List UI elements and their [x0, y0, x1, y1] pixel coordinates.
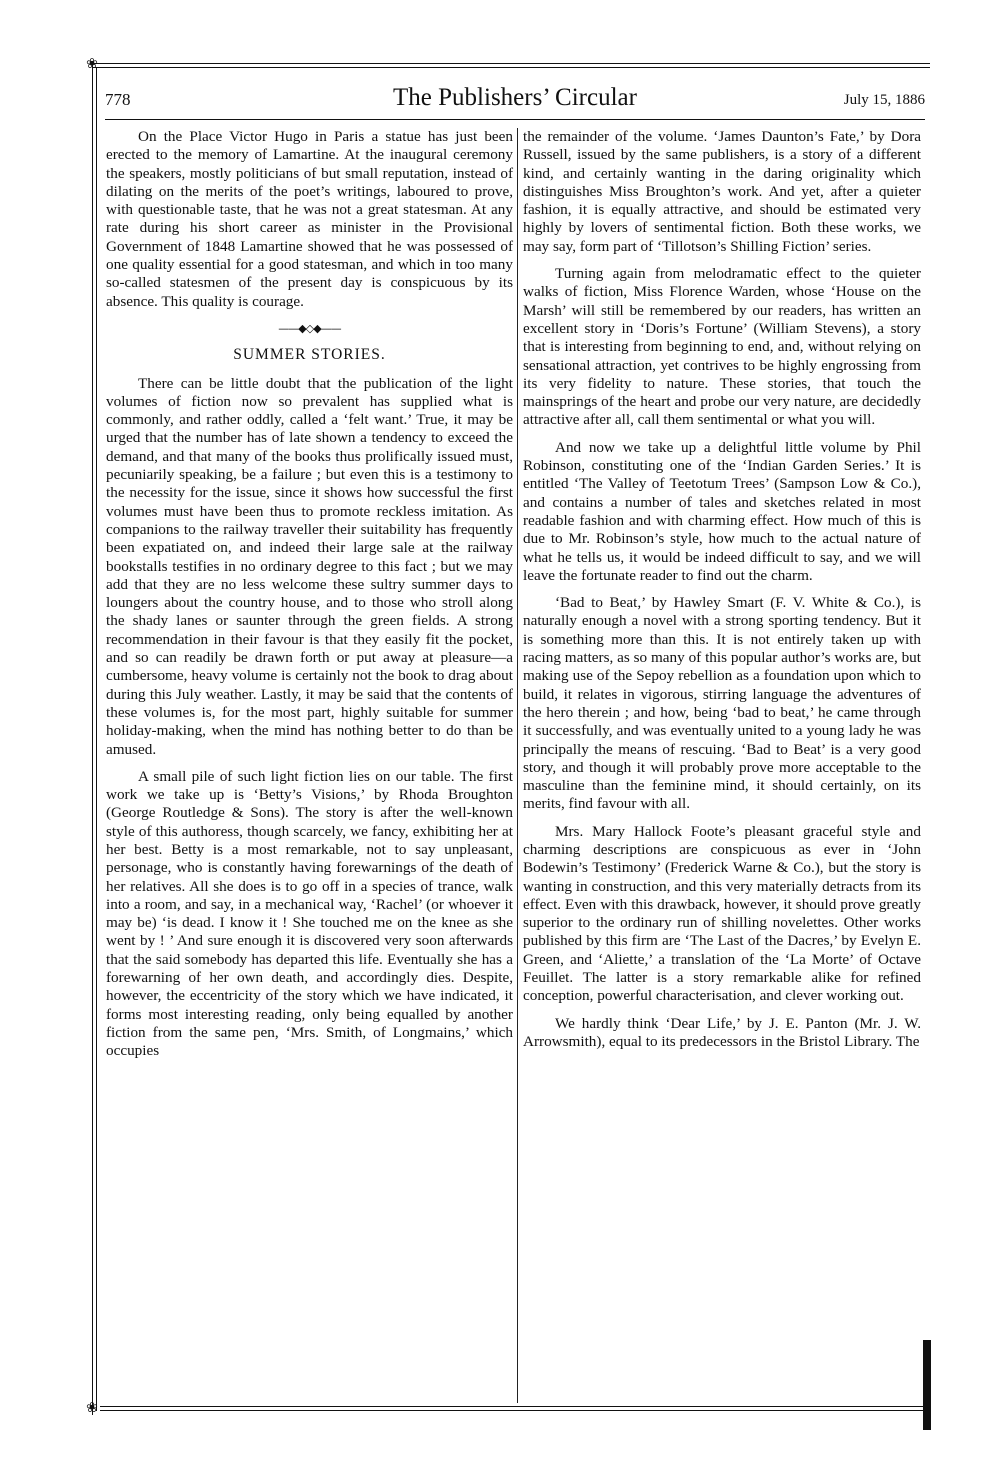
corner-ornament-icon: ❀ [86, 56, 98, 72]
left-column [106, 128, 513, 1070]
frame-left-rule-inner [96, 67, 97, 1411]
right-column [523, 128, 921, 1060]
journal-title: The Publishers’ Circular [393, 84, 637, 111]
paragraph-teetotum-trees: And now we take up a delightful little volume by Phil Robinson, constituting one of the ‘Indian Garden Series.’ It is entitled ‘The Valley of Teetotum Trees’ (Sampson Low & Co.), and contains a number of tales and sketches related in most readable fashion and with charming effect. How much of this is due to Mr. Robinson’s style, how much to the actual nature of what he tells us, it would be indeed difficult to say, and we will leave the fortunate reader to find out the charm. [523, 438, 921, 584]
paragraph-james-daunton: the remainder of the volume. ‘James Daunton’s Fate,’ by Dora Russell, issued by the same publishers, is a story of a different kind, and certainly wanting in the daring originality which distinguishes Miss Broughton’s work. And yet, after a quieter fashion, it is equally attractive, and should be estimated very highly by lovers of sentimental fiction. Both these works, we may say, form part of ‘Tillotson’s Shilling Fiction’ series. [523, 128, 921, 255]
issue-date: July 15, 1886 [843, 92, 925, 108]
page-number: 778 [105, 90, 131, 109]
header-rule [105, 119, 925, 120]
binding-edge [923, 1340, 931, 1430]
section-heading: SUMMER STORIES. [233, 346, 386, 364]
paragraph-bettys-visions: A small pile of such light fiction lies on our table. The first work we take up is ‘Betty’s Visions,’ by Rhoda Broughton (George Routledge & Sons). The story is after the well-known style of this authoress, though scarcely, we fancy, exhibiting her at her best. Betty is a most remarkable, not to say unpleasant, personage, who is constantly having forewarnings of the death of her relatives. All she does is to go off in a species of trance, walk into a room, and say, in a mechanical way, ‘Rachel’ (or whoever it may be) ‘is dead. I know it ! She touched me on the knee as she went by ! ’ And sure enough it is discovered very soon afterwards that the said somebody has departed this life. Eventually she has a forewarning of her own death, and accordingly dies. Despite, however, the eccentricity of the story which we have indicated, it forms most interesting reading, only being equalled by another fiction from the same pen, ‘Mrs. Smith, of Longmains,’ which occupies [106, 767, 513, 1060]
bottom-rule [100, 1406, 926, 1407]
paragraph-dear-life: We hardly think ‘Dear Life,’ by J. E. Panton (Mr. J. W. Arrowsmith), equal to its predecessors in the Bristol Library. The [523, 1014, 921, 1050]
frame-left-rule [92, 63, 93, 1415]
frame-top-rule [92, 63, 930, 64]
section-divider: ——◆◇◆—— [278, 321, 341, 335]
paragraph-bad-to-beat: ‘Bad to Beat,’ by Hawley Smart (F. V. White & Co.), is naturally enough a novel with a strong sporting tendency. But it is something more than this. It is not entirely taken up with racing matters, as so many of this popular author’s works are, but making use of the Sepoy rebellion as a foundation upon which to build, it relates in vigorous, stirring language the adventures of the hero therein ; and how, being ‘bad to beat,’ he came through it successfully, and was eventually united to a young lady he was principally the means of rescuing. ‘Bad to Beat’ is a very good story, and though it will probably prove more acceptable to the masculine than the feminine mind, it should certainly, on its merits, find favour with all. [523, 594, 921, 813]
frame-top-rule-inner [92, 67, 930, 68]
running-header [105, 84, 925, 118]
paragraph-lamartine: On the Place Victor Hugo in Paris a statue has just been erected to the memory of Lamartine. At the inaugural ceremony the speakers, mostly politicians of but small reputation, instead of dilating on the merits of the poet’s writings, laboured to prove, with questionable taste, that he was not a great statesman. At any rate during his short career as minister in the Provisional Government of 1848 Lamartine showed that he was possessed of one quality essential for a good statesman, and which in too many so-called statesmen of the present day is conspicuous by its absence. This quality is courage. [106, 128, 513, 310]
paragraph-john-bodewin: Mrs. Mary Hallock Foote’s pleasant graceful style and charming descriptions are conspicuous as ever in ‘John Bodewin’s Testimony’ (Frederick Warne & Co.), but the story is wanting in construction, and this very materially detracts from its effect. Even with this drawback, however, it should prove greatly superior to the ordinary run of shilling novelettes. Other works published by this firm are ‘The Last of the Dacres,’ by Evelyn E. Green, and ‘Aliette,’ a translation of the ‘La Morte’ of Octave Feuillet. The latter is a story remarkable alike for refined conception, powerful characterisation, and clever working out. [523, 822, 921, 1005]
bottom-rule-inner [100, 1410, 926, 1411]
column-divider [517, 128, 518, 1403]
paragraph-summer-stories-intro: There can be little doubt that the publication of the light volumes of fiction now so prevalent has supplied what is commonly, and rather oddly, called a ‘felt want.’ True, it may be urged that the number has of late shown a tendency to exceed the demand, and that many of the books thus prolifically issued must, pecuniarily speaking, be a failure ; but even this is a testimony to the necessity for the issue, since it shows how successful the first volumes must have been thus to promote reckless imitation. As companions to the railway traveller their suitability has frequently been expatiated on, and indeed their large sale at the railway bookstalls testifies in no ordinary degree to this fact ; but we may add that they are no less welcome these sultry summer days to loungers about the country house, and to those who stroll along the shady lanes or saunter through the green fields. A strong recommendation in their favour is that they easily fit the pocket, and so can readily be drawn forth or put away at pleasure—a cumbersome, heavy volume is certainly not the book to drag about during this July weather. Lastly, it may be said that the contents of these volumes is, for the most part, highly suitable for summer holiday-making, when the mind has nothing better to do than be amused. [106, 374, 513, 758]
corner-ornament-icon: ❀ [86, 1400, 98, 1416]
paragraph-doris-fortune: Turning again from melodramatic effect to the quieter walks of fiction, Miss Florence Warden, whose ‘House on the Marsh’ will still be remembered by our readers, has written an excellent story in ‘Doris’s Fortune’ (William Stevens), a story that is interesting from beginning to end, and, without relying on sensational attraction, yet contrives to be highly engrossing from its very fidelity to nature. These stories, that touch the mainsprings of the heart and probe our very nature, are decidedly attractive after all, call them sentimental or what you will. [523, 265, 921, 429]
